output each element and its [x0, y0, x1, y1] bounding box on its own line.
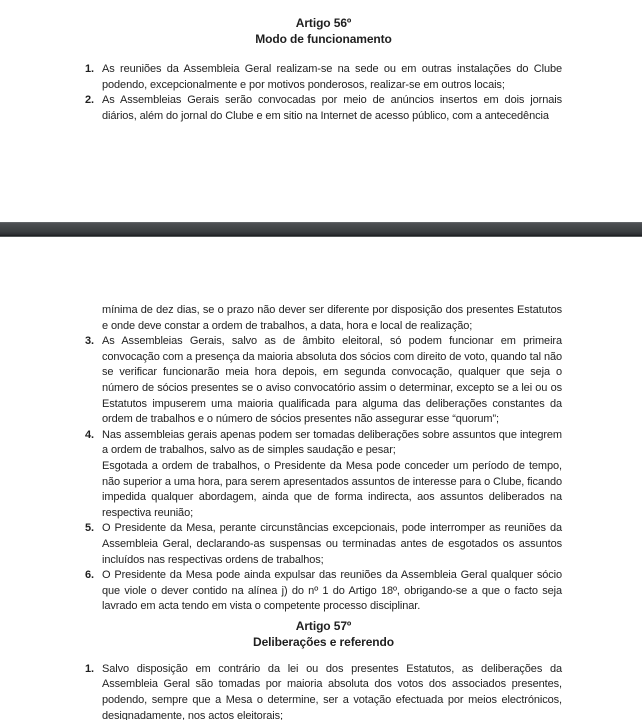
article-56-subtitle: Modo de funcionamento	[255, 32, 392, 46]
page-2	[0, 237, 642, 720]
item-text: O Presidente da Mesa, perante circunstâncias excepcionais, pode interromper as reuniões da Assembleia Geral, declarando-as suspensas ou terminadas antes de esgotados os assuntos incluídos nas respectivas ordens de trabalhos;	[102, 522, 562, 566]
page-1	[0, 0, 642, 222]
item-number: 5.	[85, 522, 94, 535]
item-number: 6.	[85, 569, 94, 582]
list-item	[85, 428, 562, 522]
item-number: 3.	[85, 335, 94, 348]
item-number: 4.	[85, 428, 94, 441]
article-56-title: Artigo 56º	[295, 16, 352, 30]
article-57-heading	[85, 618, 562, 650]
item-text: As Assembleias Gerais serão convocadas por meio de anúncios insertos em dois jornais diários, além do jornal do Clube e em sitio na Internet de acesso público, com a antecedência	[102, 94, 562, 122]
item-text-paragraph: Esgotada a ordem de trabalhos, o Presidente da Mesa pode conceder um período de tempo, não superior a uma hora, para serem apresentados assuntos de interesse para o Clube, ficando impedida qualquer abordagem, ainda que de forma indirecta, aos assuntos deliberados na respectiva reunião;	[102, 459, 562, 519]
list-item	[85, 568, 562, 615]
item-text: As reuniões da Assembleia Geral realizam-se na sede ou em outras instalações do Clube podendo, excepcionalmente e por motivos ponderosos, realizar-se em outros locais;	[102, 63, 562, 91]
page-separator	[0, 222, 642, 237]
item-text: As Assembleias Gerais, salvo as de âmbito eleitoral, só podem funcionar em primeira convocação com a presença da maioria absoluta dos sócios com direito de voto, quando tal não se verificar funcionarão meia hora depois, em segunda convocação, qualquer que seja o número de sócios presentes se o aviso convocatório assim o determinar, excepto se a lei ou os Estatutos impuserem uma maioria qualificada para alguma das deliberações constantes da ordem de trabalhos e o número de sócios presentes não assegurar esse “quorum”;	[102, 335, 562, 426]
list-item	[85, 62, 562, 93]
list-item	[85, 662, 562, 720]
item-number: 1.	[85, 63, 94, 75]
article-57-title: Artigo 57º	[295, 618, 352, 633]
item-text: Salvo disposição em contrário da lei ou dos presentes Estatutos, as deliberações da Assembleia Geral são tomadas por maioria absoluta dos votos dos associados presentes, podendo, sempre que a Mesa o determine, ser a votação efectuada por meios electrónicos, designadamente, nos actos eleitorais;	[102, 662, 562, 720]
item-text-paragraph: Nas assembleias gerais apenas podem ser tomadas deliberações sobre assuntos que integrem a ordem de trabalhos, salvo as de simples saudação e pesar;	[102, 428, 562, 457]
item-2-continuation-text: mínima de dez dias, se o prazo não dever ser diferente por disposição dos presentes Estatutos e onde deve constar a ordem de trabalhos, a data, hora e local de realização;	[102, 304, 562, 332]
list-item	[85, 334, 562, 428]
item-number: 1.	[85, 662, 94, 675]
item-number: 2.	[85, 94, 94, 106]
list-item	[85, 93, 562, 124]
item-text: O Presidente da Mesa pode ainda expulsar das reuniões da Assembleia Geral qualquer sócio que viole o dever contido na alínea j) do nº 1 do Artigo 18º, obrigando-se a que o facto seja lavrado em acta tendo em vista o competente processo disciplinar.	[102, 569, 562, 613]
article-57-subtitle: Deliberações e referendo	[253, 634, 394, 649]
article-56-heading	[85, 15, 562, 47]
item-text	[102, 428, 562, 522]
list-item	[85, 521, 562, 568]
